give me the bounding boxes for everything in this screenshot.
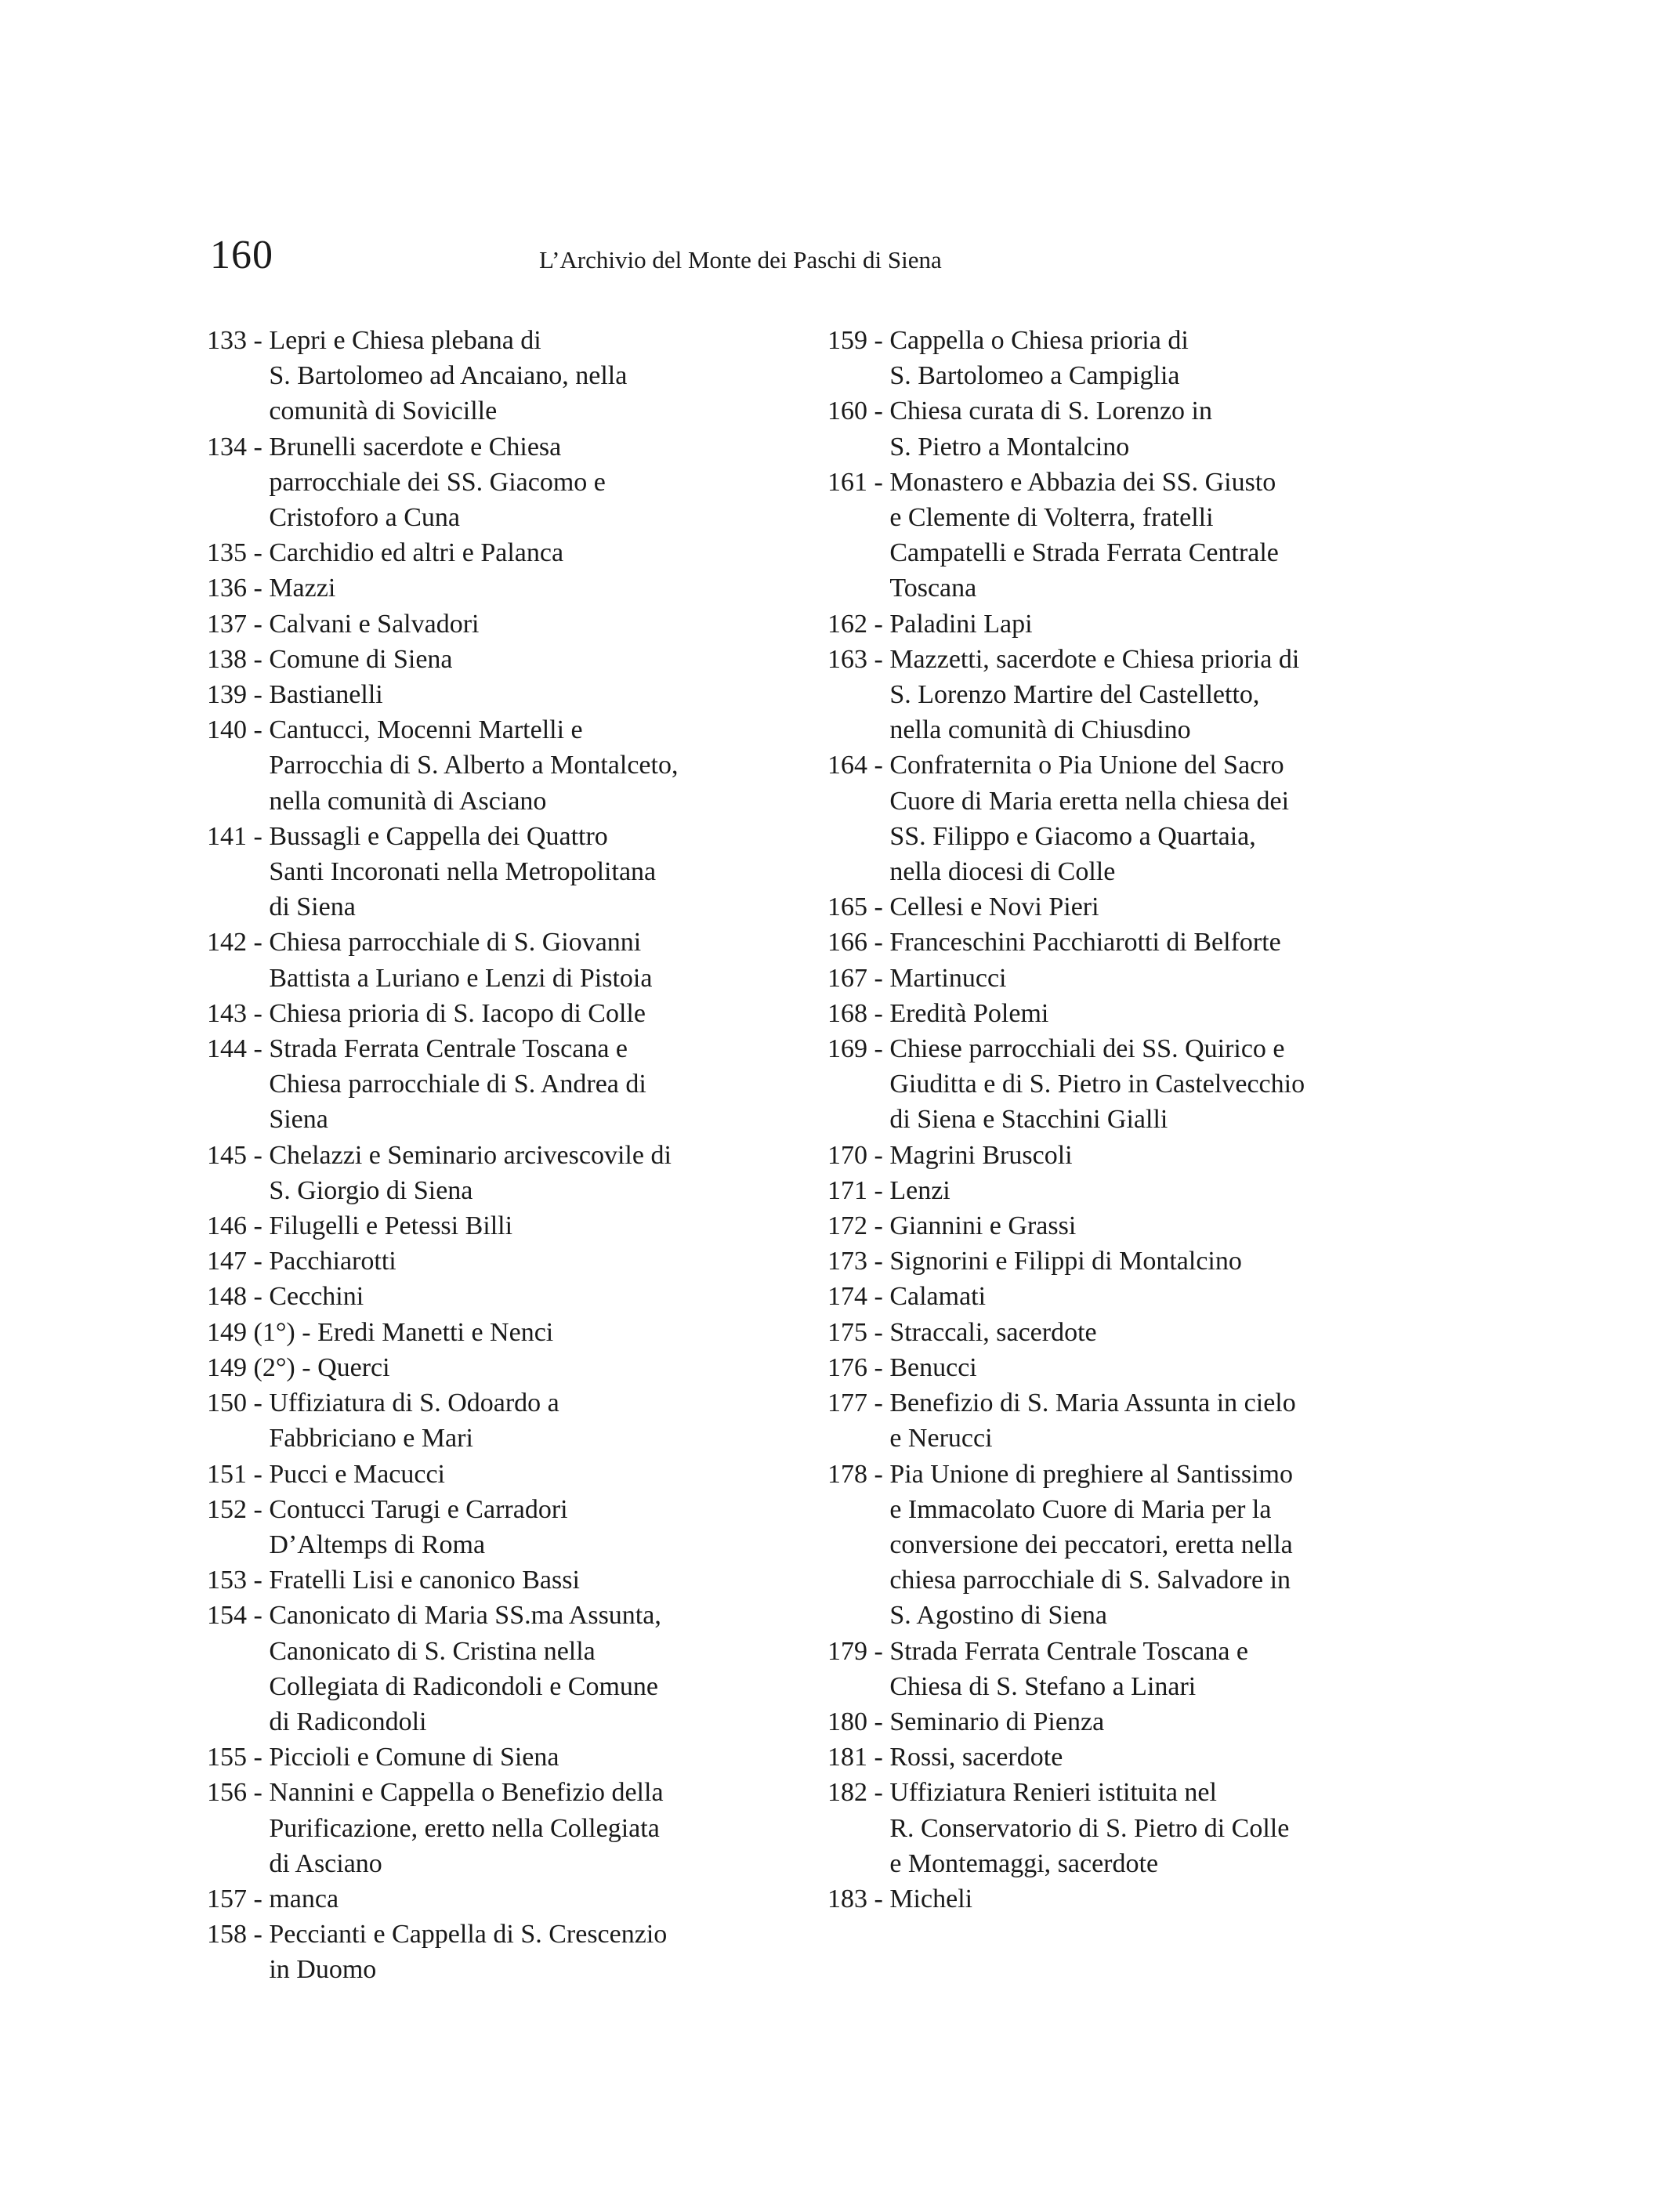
index-entry (827, 1457, 1376, 1634)
index-entry (827, 323, 1376, 393)
entry-number: 182 - (827, 1778, 890, 1808)
entry-number: 139 - (207, 680, 270, 710)
entry-line: Cuore di Maria eretta nella chiesa dei (889, 786, 1290, 816)
entry-line: Seminario di Pienza (889, 1707, 1105, 1736)
entry-line: Chiesa prioria di S. Iacopo di Colle (269, 998, 646, 1028)
entry-line: Campatelli e Strada Ferrata Centrale (889, 538, 1279, 568)
entry-text (889, 996, 1376, 1031)
entry-text (889, 1881, 1376, 1917)
entry-line: Filugelli e Petessi Billi (269, 1211, 513, 1241)
entry-line: e Montemaggi, sacerdote (889, 1848, 1159, 1878)
entry-number: 176 - (827, 1352, 890, 1382)
entry-number: 156 - (207, 1778, 270, 1808)
entry-line: Cappella o Chiesa prioria di (889, 326, 1189, 355)
entry-text (269, 1917, 771, 1987)
entry-number: 165 - (827, 892, 890, 922)
entry-line: di Asciano (269, 1848, 382, 1878)
entry-line: Calamati (889, 1282, 987, 1312)
entry-line: Uffiziatura Renieri istituita nel (889, 1778, 1217, 1808)
entry-text (269, 712, 771, 819)
entry-line: Comune di Siena (269, 644, 453, 674)
entry-line: di Siena (269, 892, 356, 922)
entry-line: conversione dei peccatori, eretta nella (889, 1530, 1293, 1559)
index-entry (207, 1350, 771, 1385)
entry-line: nella diocesi di Colle (889, 857, 1116, 887)
entry-line: S. Giorgio di Siena (269, 1175, 473, 1205)
index-entry (827, 925, 1376, 960)
index-entry (207, 1917, 771, 1987)
entry-line: Chiesa curata di S. Lorenzo in (889, 396, 1212, 426)
index-entry (827, 1244, 1376, 1279)
entry-line: Chelazzi e Seminario arcivescovile di (269, 1140, 672, 1170)
entry-number: 171 - (827, 1175, 890, 1205)
entry-number: 141 - (207, 821, 270, 851)
entry-line: Chiesa parrocchiale di S. Giovanni (269, 928, 642, 958)
entry-line: Cantucci, Mocenni Martelli e (269, 715, 583, 745)
entry-text (269, 1492, 771, 1562)
index-entry (207, 1031, 771, 1138)
entry-number: 160 - (827, 396, 890, 426)
entry-line: nella comunità di Chiusdino (889, 715, 1191, 745)
entry-text (269, 1775, 771, 1881)
index-entry (207, 1740, 771, 1775)
entry-line: Nannini e Cappella o Benefizio della (269, 1778, 664, 1808)
entry-number: 152 - (207, 1494, 270, 1524)
entry-number: 136 - (207, 574, 270, 603)
entry-number: 174 - (827, 1282, 890, 1312)
entry-number: 138 - (207, 644, 270, 674)
entry-text (889, 323, 1376, 393)
index-entry (827, 606, 1376, 642)
entry-number: 143 - (207, 998, 270, 1028)
entry-number: 168 - (827, 998, 890, 1028)
entry-text (889, 606, 1376, 642)
entry-text (889, 1385, 1376, 1456)
index-entry (827, 1881, 1376, 1917)
entry-text (269, 570, 771, 606)
entry-line: Martinucci (889, 963, 1007, 993)
entry-text (269, 1740, 771, 1775)
entry-line: Chiesa di S. Stefano a Linari (889, 1671, 1197, 1701)
entry-number: 162 - (827, 609, 890, 639)
entry-text (889, 925, 1376, 960)
entry-line: Canonicato di Maria SS.ma Assunta, (269, 1601, 661, 1631)
index-entry (207, 570, 771, 606)
index-entry (207, 1385, 771, 1456)
entry-number: 154 - (207, 1601, 270, 1631)
entry-text (889, 1350, 1376, 1385)
entry-line: Cellesi e Novi Pieri (889, 892, 1099, 922)
entry-text (269, 1562, 771, 1598)
entry-line: Eredità Polemi (889, 998, 1049, 1028)
entry-text (889, 465, 1376, 606)
entry-number: 166 - (827, 928, 890, 958)
entry-line: Santi Incoronati nella Metropolitana (269, 857, 657, 887)
entry-line: Toscana (889, 574, 977, 603)
index-entry (827, 1031, 1376, 1138)
entry-line: Parrocchia di S. Alberto a Montalceto, (269, 751, 679, 780)
index-entry (207, 996, 771, 1031)
index-entry (207, 1279, 771, 1314)
entry-number: 155 - (207, 1743, 270, 1772)
entry-number: 177 - (827, 1388, 890, 1418)
entry-line: Lenzi (889, 1175, 950, 1205)
entry-line: Bastianelli (269, 680, 383, 710)
entry-line: Magrini Bruscoli (889, 1140, 1073, 1170)
entry-line: Calvani e Salvadori (269, 609, 480, 639)
entry-line: Siena (269, 1105, 328, 1135)
entry-line: Mazzetti, sacerdote e Chiesa prioria di (889, 644, 1300, 674)
index-entry (207, 1315, 771, 1350)
entry-number: 159 - (827, 326, 890, 355)
entry-text (317, 1350, 771, 1385)
index-entry (827, 1704, 1376, 1740)
entry-text (889, 1704, 1376, 1740)
entry-line: Carchidio ed altri e Palanca (269, 538, 564, 568)
entry-line: D’Altemps di Roma (269, 1530, 486, 1559)
entry-line: Lepri e Chiesa plebana di (269, 326, 541, 355)
entry-text (889, 748, 1376, 889)
entry-line: Fratelli Lisi e canonico Bassi (269, 1566, 580, 1595)
index-entry (207, 323, 771, 429)
entry-line: Purificazione, eretto nella Collegiata (269, 1813, 660, 1843)
entry-text (269, 535, 771, 570)
entry-line: Eredi Manetti e Nenci (317, 1317, 554, 1347)
entry-line: Querci (317, 1352, 390, 1382)
entry-text (269, 1208, 771, 1244)
entry-line: Benucci (889, 1352, 977, 1382)
entry-text (889, 642, 1376, 748)
entry-number: 153 - (207, 1566, 270, 1595)
entry-text (889, 1775, 1376, 1881)
index-entry (827, 996, 1376, 1031)
entry-text (269, 1244, 771, 1279)
entry-line: e Immacolato Cuore di Maria per la (889, 1494, 1272, 1524)
entry-line: chiesa parrocchiale di S. Salvadore in (889, 1566, 1291, 1595)
entry-text (317, 1315, 771, 1350)
entry-line: Monastero e Abbazia dei SS. Giusto (889, 467, 1276, 497)
entry-line: S. Agostino di Siena (889, 1601, 1108, 1631)
page-number: 160 (210, 233, 273, 277)
index-entry (827, 1350, 1376, 1385)
entry-text (889, 1315, 1376, 1350)
entry-text (889, 961, 1376, 996)
entry-line: Pacchiarotti (269, 1247, 396, 1276)
entry-line: Mazzi (269, 574, 336, 603)
entry-text (269, 996, 771, 1031)
entry-number: 133 - (207, 326, 270, 355)
entry-text (269, 606, 771, 642)
entry-text (269, 1385, 771, 1456)
entry-line: di Radicondoli (269, 1707, 427, 1736)
entry-line: Straccali, sacerdote (889, 1317, 1097, 1347)
entry-line: S. Bartolomeo ad Ancaiano, nella (269, 361, 628, 391)
entry-text (269, 1457, 771, 1492)
entry-line: Canonicato di S. Cristina nella (269, 1636, 596, 1666)
entry-number: 151 - (207, 1459, 270, 1489)
entry-line: Pucci e Macucci (269, 1459, 445, 1489)
entry-text (889, 1457, 1376, 1634)
entry-line: Giannini e Grassi (889, 1211, 1077, 1241)
entry-line: nella comunità di Asciano (269, 786, 547, 816)
entry-line: S. Lorenzo Martire del Castelletto, (889, 680, 1260, 710)
entry-number: 149 (2°) - (207, 1352, 318, 1382)
index-entry (207, 1244, 771, 1279)
entry-number: 149 (1°) - (207, 1317, 318, 1347)
index-entry (827, 642, 1376, 748)
entry-line: Strada Ferrata Centrale Toscana e (269, 1034, 628, 1064)
entry-line: Chiese parrocchiali dei SS. Quirico e (889, 1034, 1285, 1064)
index-entry (827, 961, 1376, 996)
index-entry (827, 1775, 1376, 1881)
index-entry (207, 429, 771, 536)
entry-text (889, 1173, 1376, 1208)
entry-text (889, 889, 1376, 925)
entry-line: e Nerucci (889, 1424, 993, 1454)
entry-text (269, 925, 771, 995)
entry-number: 178 - (827, 1459, 890, 1489)
index-entry (207, 819, 771, 925)
entry-line: Bussagli e Cappella dei Quattro (269, 821, 608, 851)
index-entry (207, 535, 771, 570)
index-entry (827, 1208, 1376, 1244)
entry-number: 161 - (827, 467, 890, 497)
index-entry (827, 1740, 1376, 1775)
entry-line: Contucci Tarugi e Carradori (269, 1494, 568, 1524)
index-entry (827, 1315, 1376, 1350)
entry-text (889, 393, 1376, 464)
entry-line: Cecchini (269, 1282, 364, 1312)
entry-number: 144 - (207, 1034, 270, 1064)
entry-line: di Siena e Stacchini Gialli (889, 1105, 1168, 1135)
entry-line: Uffiziatura di S. Odoardo a (269, 1388, 559, 1418)
index-entry (827, 1634, 1376, 1704)
entry-number: 170 - (827, 1140, 890, 1170)
entry-line: Battista a Luriano e Lenzi di Pistoia (269, 963, 653, 993)
entry-line: e Clemente di Volterra, fratelli (889, 503, 1214, 533)
entry-number: 180 - (827, 1707, 890, 1736)
entry-line: SS. Filippo e Giacomo a Quartaia, (889, 821, 1256, 851)
index-entry (207, 1492, 771, 1562)
entry-text (889, 1279, 1376, 1314)
index-entry (207, 1457, 771, 1492)
index-entry (207, 1562, 771, 1598)
entry-line: parrocchiale dei SS. Giacomo e (269, 467, 606, 497)
entry-text (269, 1881, 771, 1917)
entry-line: R. Conservatorio di S. Pietro di Colle (889, 1813, 1290, 1843)
entry-number: 172 - (827, 1211, 890, 1241)
index-entry (207, 642, 771, 677)
index-entry (827, 1173, 1376, 1208)
index-entry (207, 606, 771, 642)
entry-line: Micheli (889, 1884, 973, 1913)
index-entry (827, 748, 1376, 889)
entry-line: Strada Ferrata Centrale Toscana e (889, 1636, 1248, 1666)
index-entry (207, 712, 771, 819)
entry-number: 173 - (827, 1247, 890, 1276)
entry-line: Paladini Lapi (889, 609, 1033, 639)
entry-line: Pia Unione di preghiere al Santissimo (889, 1459, 1293, 1489)
entry-text (269, 1598, 771, 1740)
entry-number: 135 - (207, 538, 270, 568)
entry-text (269, 677, 771, 712)
entry-line: manca (269, 1884, 339, 1913)
entry-line: Brunelli sacerdote e Chiesa (269, 432, 562, 462)
running-title: L’Archivio del Monte dei Paschi di Siena (539, 246, 942, 273)
entry-line: Cristoforo a Cuna (269, 503, 460, 533)
entry-line: comunità di Sovicille (269, 396, 498, 426)
entry-text (269, 1031, 771, 1138)
entry-line: Peccianti e Cappella di S. Crescenzio (269, 1920, 668, 1950)
entry-number: 150 - (207, 1388, 270, 1418)
index-entry (827, 465, 1376, 606)
entry-line: Giuditta e di S. Pietro in Castelvecchio (889, 1070, 1305, 1099)
entry-text (269, 429, 771, 536)
entry-text (269, 323, 771, 429)
entry-number: 145 - (207, 1140, 270, 1170)
entry-text (269, 1138, 771, 1208)
index-entry (207, 1881, 771, 1917)
index-entry (827, 1385, 1376, 1456)
index-entry (827, 1279, 1376, 1314)
entry-number: 181 - (827, 1743, 890, 1772)
right-column (827, 323, 1376, 1917)
entry-number: 157 - (207, 1884, 270, 1913)
entry-text (269, 819, 771, 925)
entry-text (269, 642, 771, 677)
entry-text (889, 1740, 1376, 1775)
entry-text (889, 1208, 1376, 1244)
entry-number: 183 - (827, 1884, 890, 1913)
entry-text (889, 1138, 1376, 1173)
entry-number: 147 - (207, 1247, 270, 1276)
index-entry (827, 393, 1376, 464)
left-column (207, 323, 771, 1988)
index-entry (207, 1138, 771, 1208)
entry-line: Chiesa parrocchiale di S. Andrea di (269, 1070, 646, 1099)
entry-number: 167 - (827, 963, 890, 993)
index-entry (827, 889, 1376, 925)
entry-line: Fabbriciano e Mari (269, 1424, 473, 1454)
index-entry (207, 925, 771, 995)
entry-line: Franceschini Pacchiarotti di Belforte (889, 928, 1281, 958)
entry-number: 169 - (827, 1034, 890, 1064)
entry-number: 164 - (827, 751, 890, 780)
entry-line: Rossi, sacerdote (889, 1743, 1063, 1772)
entry-line: Signorini e Filippi di Montalcino (889, 1247, 1242, 1276)
index-entry (207, 1208, 771, 1244)
entry-number: 134 - (207, 432, 270, 462)
entry-number: 179 - (827, 1636, 890, 1666)
entry-number: 142 - (207, 928, 270, 958)
entry-number: 158 - (207, 1920, 270, 1950)
entry-text (889, 1634, 1376, 1704)
index-entry (207, 1598, 771, 1740)
entry-number: 137 - (207, 609, 270, 639)
entry-text (889, 1031, 1376, 1138)
entry-number: 163 - (827, 644, 890, 674)
entry-line: Benefizio di S. Maria Assunta in cielo (889, 1388, 1296, 1418)
entry-number: 140 - (207, 715, 270, 745)
entry-text (889, 1244, 1376, 1279)
entry-line: Collegiata di Radicondoli e Comune (269, 1671, 659, 1701)
index-entry (827, 1138, 1376, 1173)
entry-line: Piccioli e Comune di Siena (269, 1743, 559, 1772)
index-entry (207, 1775, 771, 1881)
entry-line: S. Bartolomeo a Campiglia (889, 361, 1180, 391)
entry-line: in Duomo (269, 1955, 377, 1985)
entry-number: 175 - (827, 1317, 890, 1347)
entry-number: 146 - (207, 1211, 270, 1241)
entry-line: S. Pietro a Montalcino (889, 432, 1130, 462)
entry-line: Confraternita o Pia Unione del Sacro (889, 751, 1284, 780)
entry-text (269, 1279, 771, 1314)
index-entry (207, 677, 771, 712)
entry-number: 148 - (207, 1282, 270, 1312)
